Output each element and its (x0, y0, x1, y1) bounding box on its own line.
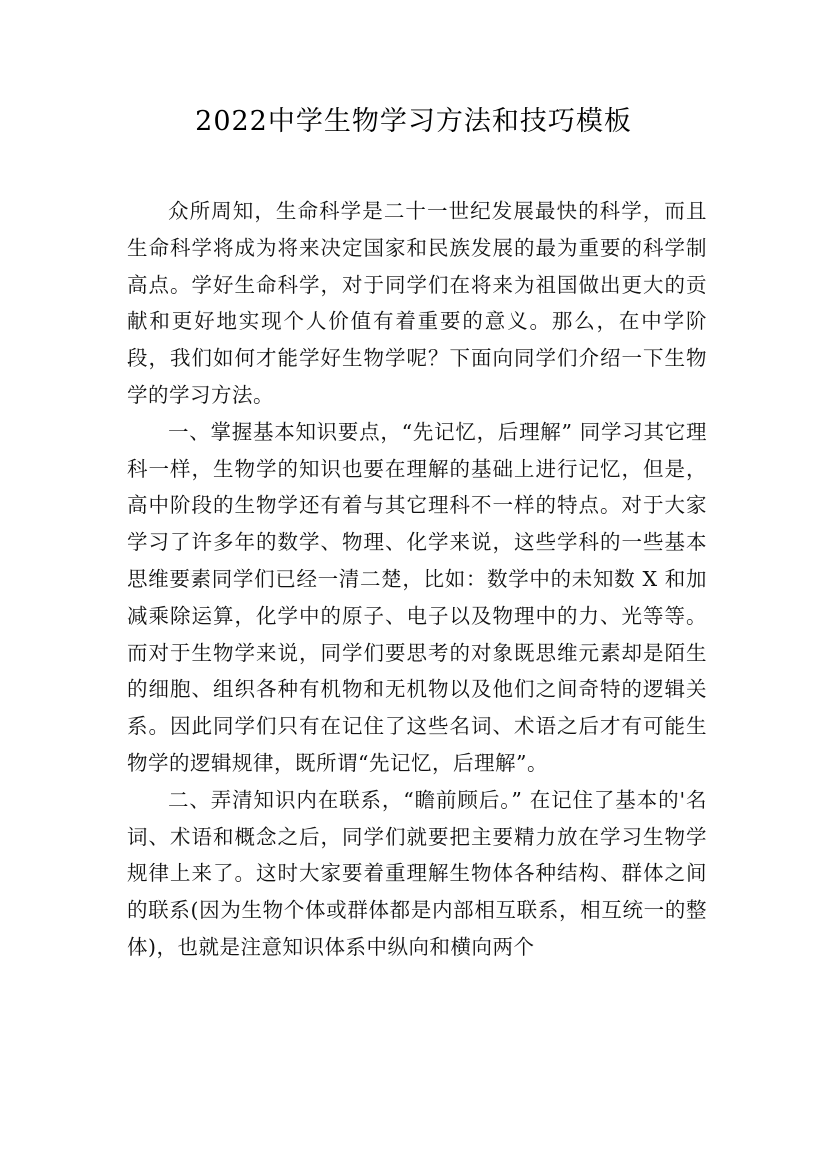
paragraph-section-two: 二、弄清知识内在联系，“瞻前顾后。” 在记住了基本的'名词、术语和概念之后，同学们就要把主要精力放在学习生物学规律上来了。这时大家要着重理解生物体各种结构、群体之间的联系(因为生物个体或群体都是内部相互联系，相互统一的整体)，也就是注意知识体系中纵向和横向两个 (127, 787, 707, 959)
paragraph-section-one: 一、掌握基本知识要点，“先记忆，后理解” 同学习其它理科一样，生物学的知识也要在理解的基础上进行记忆，但是，高中阶段的生物学还有着与其它理科不一样的特点。对于大家学习了许多年的数学、物理、化学来说，这些学科的一些基本思维要素同学们已经一清二楚，比如：数学中的未知数 X 和加减乘除运算，化学中的原子、电子以及物理中的力、光等等。而对于生物学来说，同学们要思考的对象既思维元素却是陌生的细胞、组织各种有机物和无机物以及他们之间奇特的逻辑关系。因此同学们只有在记住了这些名词、术语之后才有可能生物学的逻辑规律，既所谓“先记忆，后理解”。 (127, 419, 707, 775)
document-body (127, 193, 707, 966)
paragraph-intro: 众所周知，生命科学是二十一世纪发展最快的科学，而且生命科学将成为将来决定国家和民族发展的最为重要的科学制高点。学好生命科学，对于同学们在将来为祖国做出更大的贡献和更好地实现个人价值有着重要的意义。那么，在中学阶段，我们如何才能学好生物学呢？下面向同学们介绍一下生物学的学习方法。 (127, 199, 707, 407)
document-title: 2022中学生物学习方法和技巧模板 (195, 106, 632, 137)
